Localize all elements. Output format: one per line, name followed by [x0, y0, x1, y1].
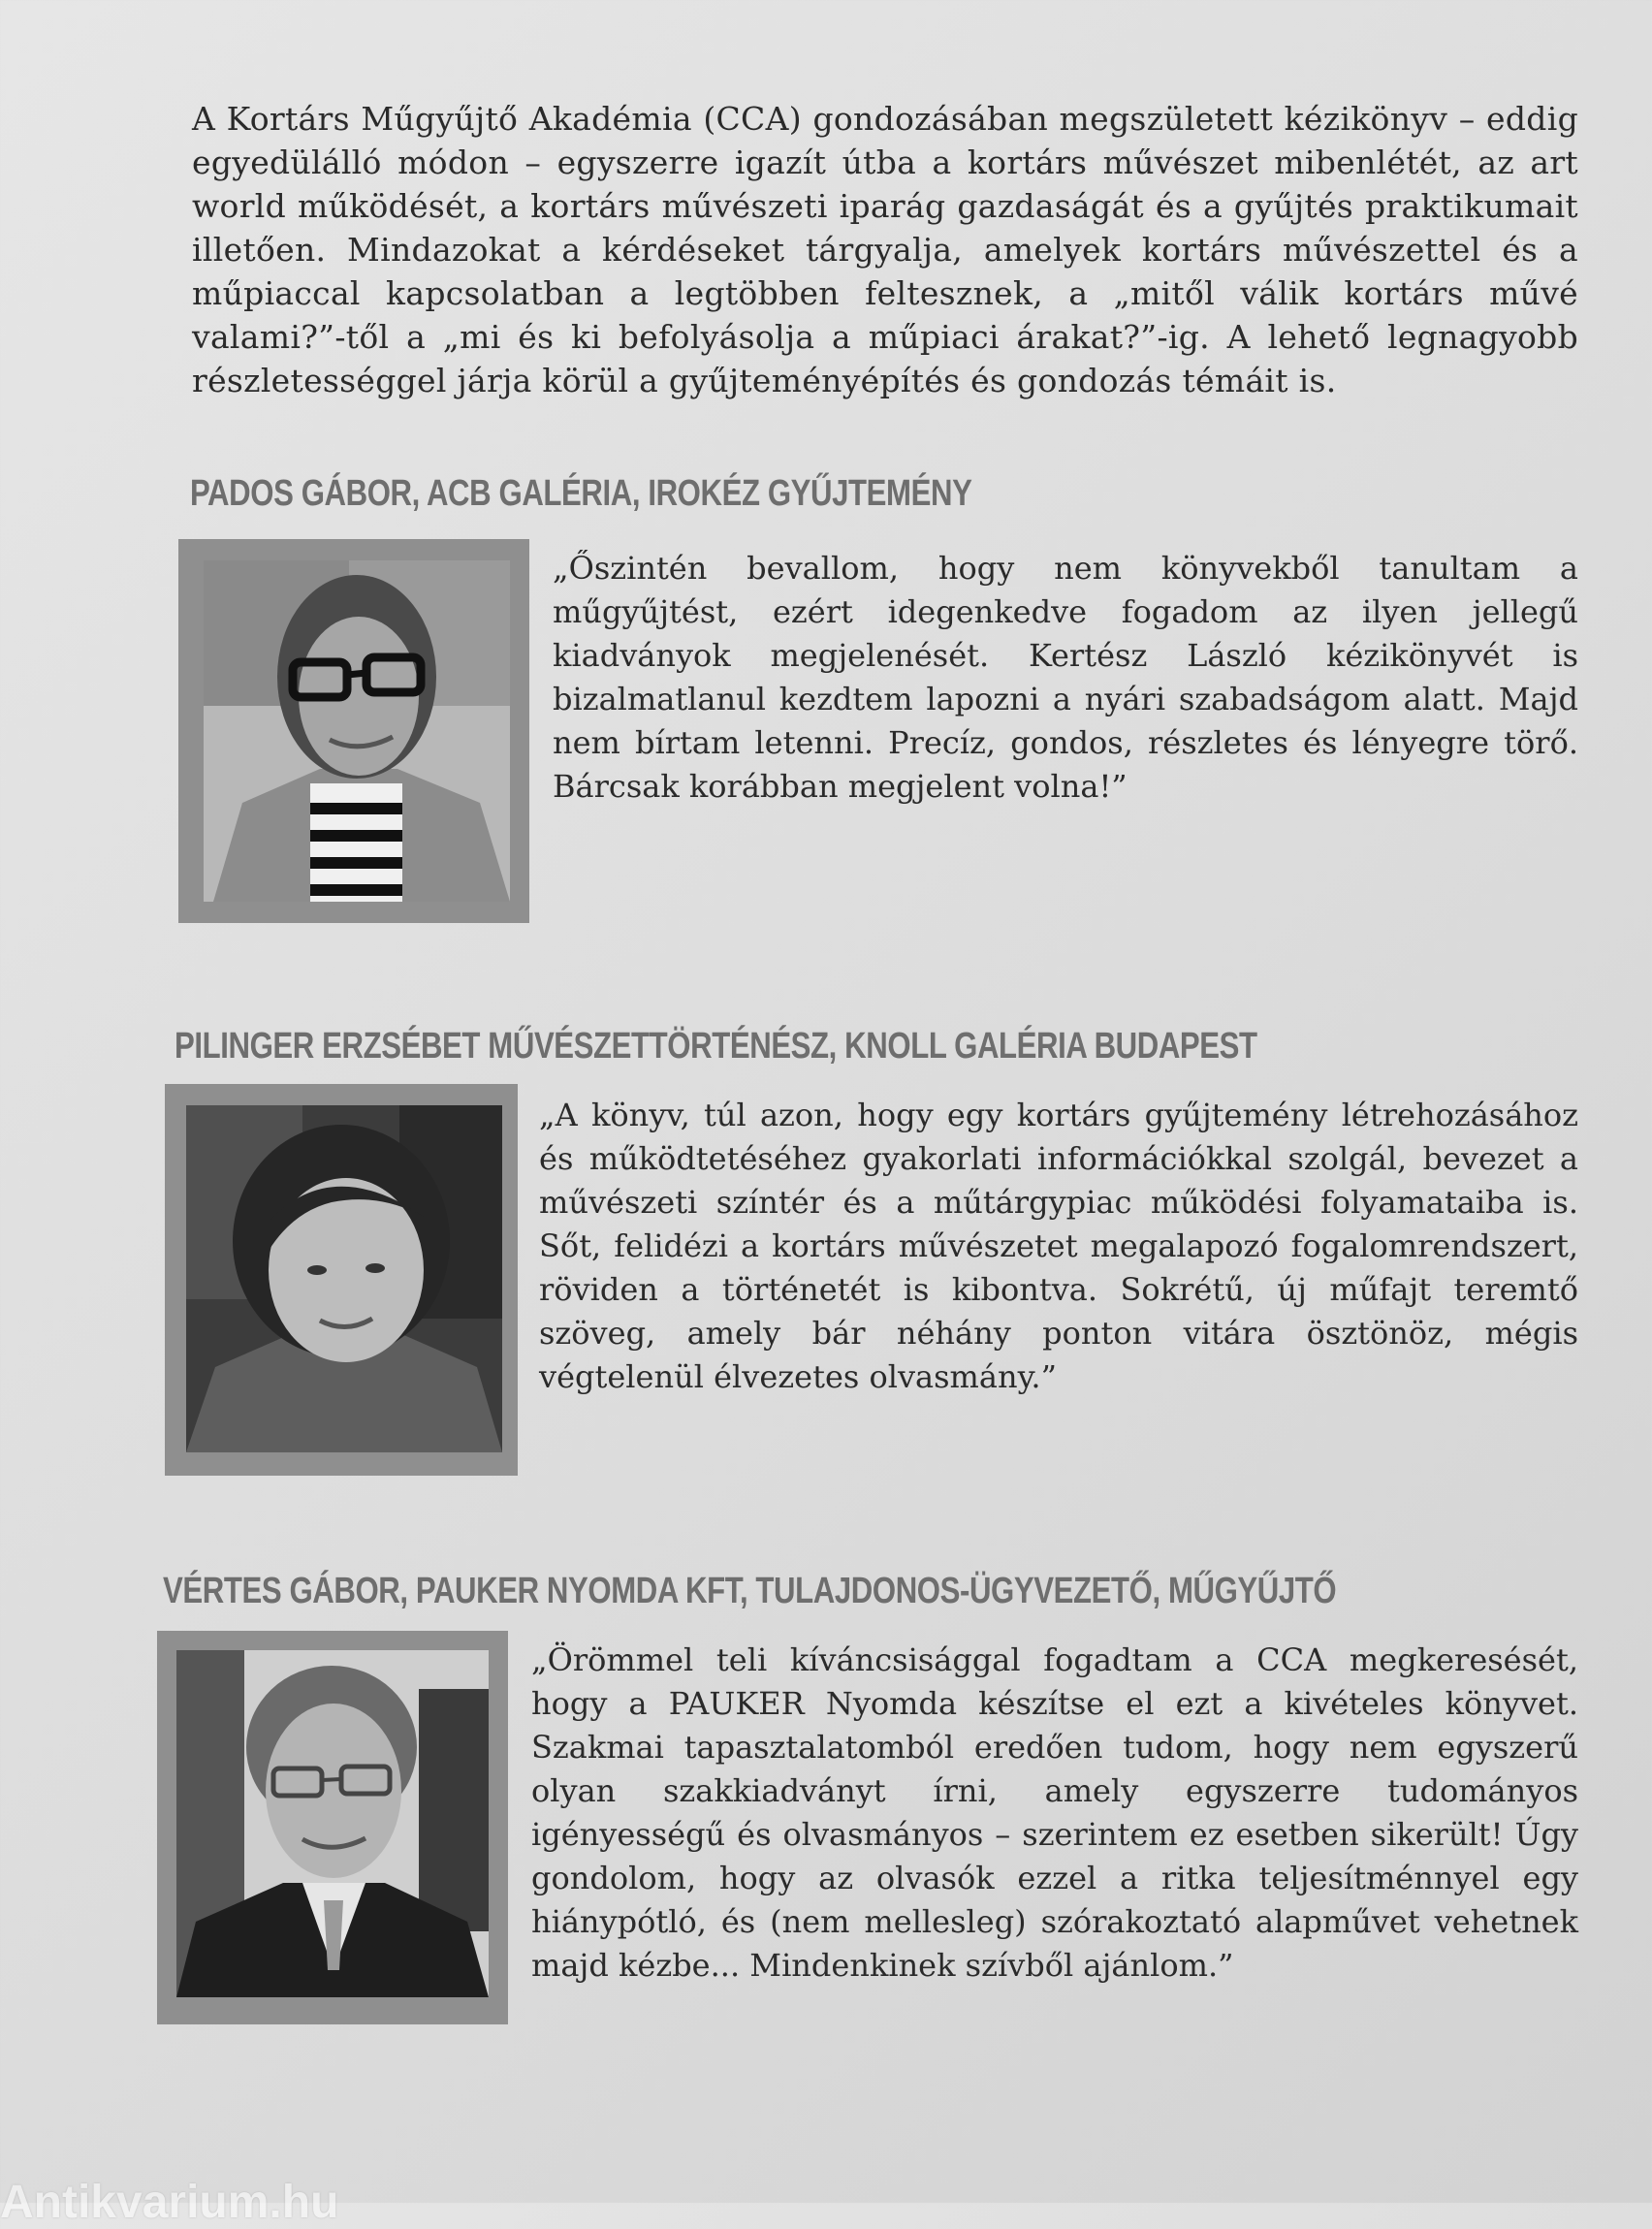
intro-paragraph: A Kortárs Műgyűjtő Akadémia (CCA) gondozásában megszületett kézikönyv – eddig egyedülálló módon – egyszerre igazít útba a kortárs művészet mibenlétét, az art world működését, a kortárs művészeti iparág gazdaságát és a gyűjtés praktikumait illetően. Mindazokat a kérdéseket tárgyalja, amelyek kortárs művészettel és a műpiaccal kapcsolatban a legtöbben feltesznek, a „mitől válik kortárs művé valami?”-től a „mi és ki befolyásolja a műpiaci árakat?”-ig. A lehető legnagyobb részletességgel járja körül a gyűjteményépítés és gondozás témáit is.: [192, 100, 1578, 399]
portrait-frame-pados: [178, 539, 529, 923]
testimonial-heading-vertes: VÉRTES GÁBOR, PAUKER NYOMDA KFT, TULAJDONOS-ÜGYVEZETŐ, MŰGYŰJTŐ: [163, 1571, 1337, 1611]
testimonial-quote-pados: „Őszintén bevallom, hogy nem könyvekből tanultam a műgyűjtést, ezért idegenkedve fogadom az ilyen jellegű kiadványok megjelenését. Kertész László kézikönyvét is bizalmatlanul kezdtem lapozni a nyári szabadságom alatt. Majd nem bírtam letenni. Precíz, gondos, részletes és lényegre törő. Bárcsak korábban megjelent volna!”: [553, 550, 1578, 805]
watermark: Antikvarium.hu: [0, 2177, 339, 2228]
portrait-man-suit-icon: [176, 1650, 489, 1997]
testimonial-heading-pados: PADOS GÁBOR, ACB GALÉRIA, IROKÉZ GYŰJTEMÉNY: [190, 473, 972, 514]
testimonial-quote-pilinger: „A könyv, túl azon, hogy egy kortárs gyűjtemény létrehozásához és működtetéséhez gyakorlati információkkal szolgál, bevezet a művészeti színtér és a műtárgypiac működési folyamataiba is. Sőt, felidézi a kortárs művészetet megalapozó fogalomrendszert, röviden a történetét is kibontva. Sokrétű, új műfajt teremtő szöveg, amely bár néhány ponton vitára ösztönöz, mégis végtelenül élvezetes olvasmány.”: [539, 1097, 1578, 1395]
testimonial-quote-vertes: „Örömmel teli kíváncsisággal fogadtam a CCA megkeresését, hogy a PAUKER Nyomda készítse el ezt a kivételes könyvet. Szakmai tapasztalatomból eredően tudom, hogy nem egyszerű olyan szakkiadványt írni, amely egyszerre tudományos igényességű és olvasmányos – szerintem ez esetben sikerült! Úgy gondolom, hogy az olvasók ezzel a ritka teljesítménnyel egy hiánypótló, és (nem mellesleg) szórakoztató alapművet vehetnek majd kézbe... Mindenkinek szívből ajánlom.”: [531, 1641, 1578, 1984]
portrait-man-glasses-icon: [204, 560, 510, 902]
portrait-woman-icon: [186, 1105, 502, 1452]
portrait-frame-vertes: [157, 1631, 508, 2024]
testimonial-heading-pilinger: PILINGER ERZSÉBET MŰVÉSZETTÖRTÉNÉSZ, KNOLL GALÉRIA BUDAPEST: [175, 1026, 1257, 1067]
portrait-frame-pilinger: [165, 1084, 518, 1476]
portrait-photo-pilinger: [186, 1105, 502, 1452]
portrait-photo-vertes: [176, 1650, 489, 1997]
portrait-photo-pados: [204, 560, 510, 902]
